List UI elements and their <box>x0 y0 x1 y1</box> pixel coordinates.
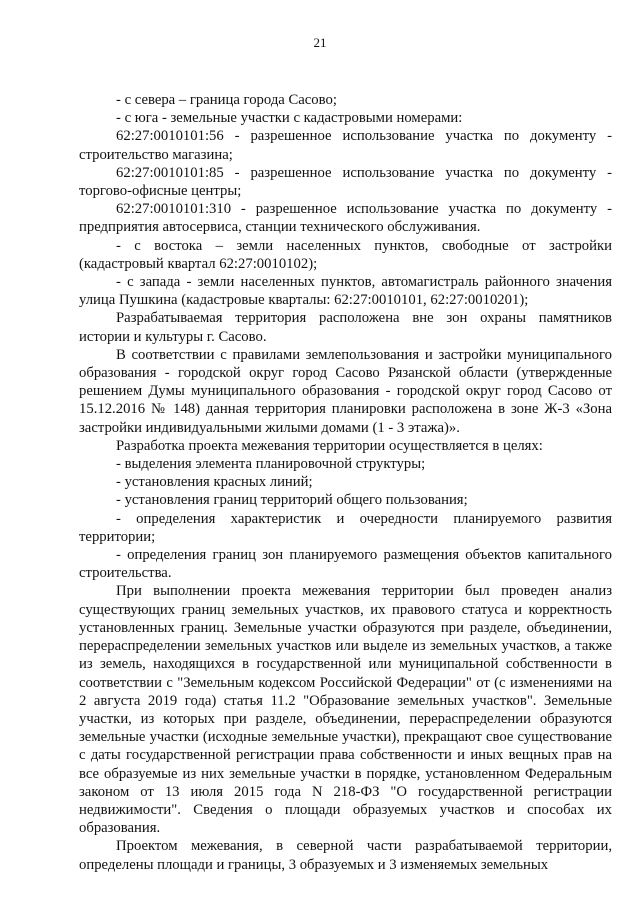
list-item-goal-4: - определения характеристик и очередности планируемого развития территории; <box>79 510 612 545</box>
paragraph-parcel-56: 62:27:0010101:56 - разрешенное использование участка по документу - строительство магазина; <box>79 128 612 163</box>
list-item-goal-5: - определения границ зон планируемого размещения объектов капитального строительства. <box>79 547 612 582</box>
document-body <box>79 91 612 874</box>
paragraph-zoning-rules: В соответствии с правилами землепользования и застройки муниципального образования - городской округ город Сасово Рязанской области (утвержденные решением Думы муниципального образования - городской округ город Сасово от 15.12.2016 № 148) данная территория планировки расположена в зоне Ж-3 «Зона застройки индивидуальными жилыми домами (1 - 3 этажа)». <box>79 346 612 436</box>
paragraph-east-boundary: - с востока – земли населенных пунктов, свободные от застройки (кадастровый квартал 62:27:0010102); <box>79 237 612 272</box>
paragraph-heritage-zones: Разрабатываемая территория расположена вне зон охраны памятников истории и культуры г. Сасово. <box>79 310 612 345</box>
paragraph-analysis: При выполнении проекта межевания территории был проведен анализ существующих границ земельных участков, их правового статуса и корректность установленных границ. Земельные участки образуются при разделе, объединении, перераспределении земельных участков или выделе из земельных участков, а также из земель, находящихся в государственной или муниципальной собственности в соответствии с "Земельным кодексом Российской Федерации" от (с изменениями на 2 августа 2019 года) статья 11.2 "Образование земельных участков". Земельные участки, из которых при разделе, объединении, перераспределении образуются земельные участки (исходные земельные участки), прекращают свое существование с даты государственной регистрации права собственности и иных вещных прав на все образуемые из них земельные участки в порядке, установленном Федеральным законом от 13 июля 2015 года N 218-ФЗ "О государственной регистрации недвижимости". Сведения о площади образуемых участков и способах их образования. <box>79 583 612 837</box>
paragraph-north-boundary: - с севера – граница города Сасово; <box>116 92 337 108</box>
paragraph-south-boundary: - с юга - земельные участки с кадастровыми номерами: <box>116 110 463 127</box>
paragraph-goals-intro: Разработка проекта межевания территории осуществляется в целях: <box>116 437 543 454</box>
paragraph-northern-part: Проектом межевания, в северной части разрабатываемой территории, определены площади и границы, 3 образуемых и 3 изменяемых земельных <box>79 838 612 873</box>
paragraph-parcel-310: 62:27:0010101:310 - разрешенное использование участка по документу - предприятия автосервиса, станции технического обслуживания. <box>79 201 612 236</box>
list-item-goal-2: - установления красных линий; <box>116 474 313 491</box>
list-item-goal-3: - установления границ территорий общего пользования; <box>116 492 468 509</box>
paragraph-west-boundary: - с запада - земли населенных пунктов, автомагистраль районного значения улица Пушкина (кадастровые кварталы: 62:27:0010101, 62:27:0010201); <box>79 274 612 309</box>
list-item-goal-1: - выделения элемента планировочной структуры; <box>116 456 426 473</box>
page-number: 21 <box>313 35 327 50</box>
paragraph-parcel-85: 62:27:0010101:85 - разрешенное использование участка по документу - торгово-офисные центры; <box>79 164 612 200</box>
